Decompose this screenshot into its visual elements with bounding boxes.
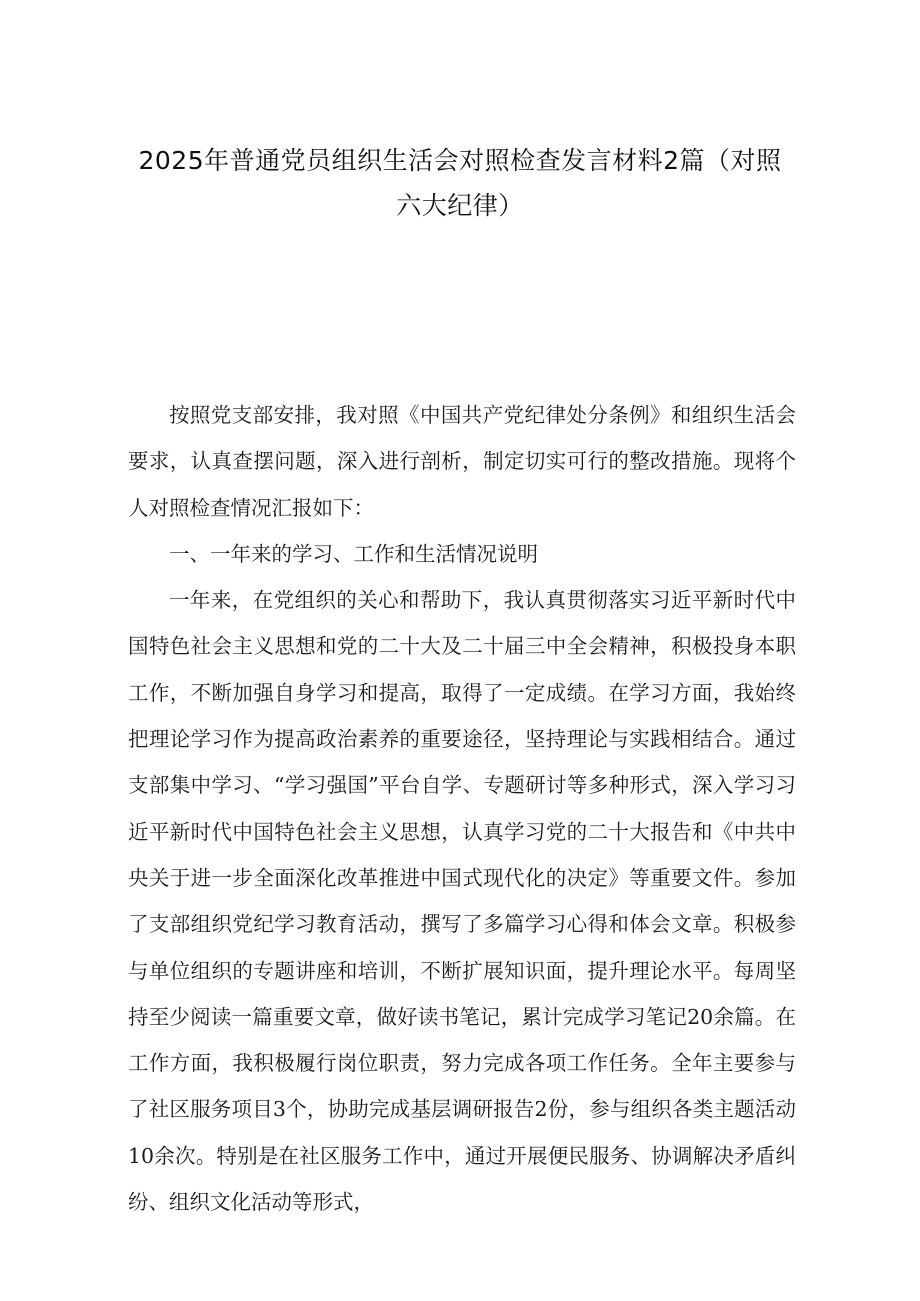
body-paragraph: 一年来，在党组织的关心和帮助下，我认真贯彻落实习近平新时代中国特色社会主义思想和党的二十大及二十届三中全会精神，积极投身本职工作，不断加强自身学习和提高，取得了一定成绩。在学习方面，我始终把理论学习作为提高政治素养的重要途径，坚持理论与实践相结合。通过支部集中学习、“学习强国”平台自学、专题研讨等多种形式，深入学习习近平新时代中国特色社会主义思想，认真学习党的二十大报告和《中共中央关于进一步全面深化改革推进中国式现代化的决定》等重要文件。参加了支部组织党纪学习教育活动，撰写了多篇学习心得和体会文章。积极参与单位组织的专题讲座和培训，不断扩展知识面，提升理论水平。每周坚持至少阅读一篇重要文章，做好读书笔记，累计完成学习笔记20余篇。在工作方面，我积极履行岗位职责，努力完成各项工作任务。全年主要参与了社区服务项目3个，协助完成基层调研报告2份，参与组织各类主题活动10余次。特别是在社区服务工作中，通过开展便民服务、协调解决矛盾纠纷、组织文化活动等形式， (128, 588, 796, 1215)
title-line-2: 六大纪律） (396, 191, 524, 220)
document-body (128, 392, 796, 1225)
intro-paragraph: 按照党支部安排，我对照《中国共产党纪律处分条例》和组织生活会要求，认真查摆问题，深入进行剖析，制定切实可行的整改措施。现将个人对照检查情况汇报如下： (128, 403, 796, 520)
document-title (120, 138, 800, 228)
title-line-1: 2025年普通党员组织生活会对照检查发言材料2篇（对照 (138, 146, 782, 175)
section-heading-1: 一、一年来的学习、工作和生活情况说明 (169, 541, 538, 566)
